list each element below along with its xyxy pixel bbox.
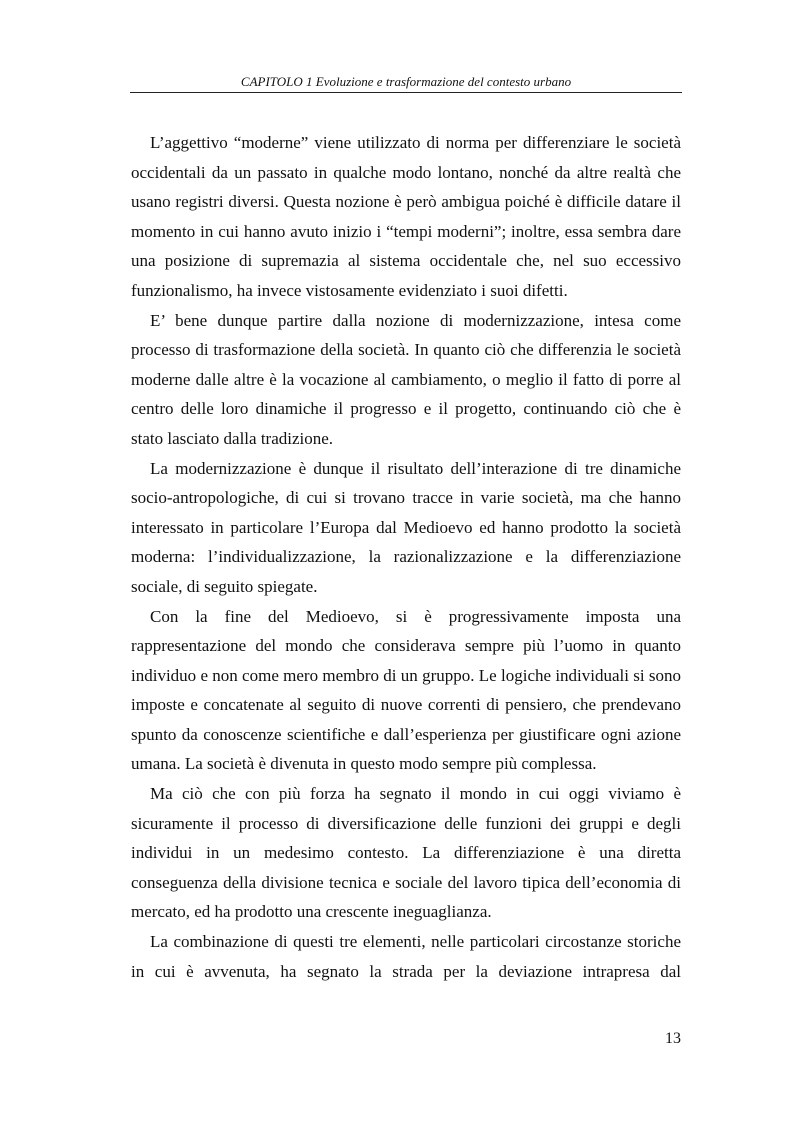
page-number: 13: [665, 1030, 681, 1047]
header-rule: [130, 92, 682, 93]
running-header: CAPITOLO 1 Evoluzione e trasformazione del contesto urbano: [240, 74, 572, 89]
paragraph: La modernizzazione è dunque il risultato dell’interazione di tre dinamiche socio-antropologiche, di cui si trovano tracce in varie società, ma che hanno interessato in particolare l’Europa dal Medioevo ed hanno prodotto la società moderna: l’individualizzazione, la razionalizzazione e la differenziazione sociale, di seguito spiegate.: [131, 458, 681, 596]
body-text: [131, 128, 681, 986]
paragraph: Ma ciò che con più forza ha segnato il mondo in cui oggi viviamo è sicuramente il processo di diversificazione delle funzioni dei gruppi e degli individui in un medesimo contesto. La differenziazione è una diretta conseguenza della divisione tecnica e sociale del lavoro tipica dell’economia di mercato, ed ha prodotto una crescente ineguaglianza.: [131, 784, 681, 922]
paragraph: E’ bene dunque partire dalla nozione di modernizzazione, intesa come processo di trasformazione della società. In quanto ciò che differenzia le società moderne dalle altre è la vocazione al cambiamento, o meglio il fatto di porre al centro delle loro dinamiche il progresso e il progetto, continuando ciò che è stato lasciato dalla tradizione.: [131, 310, 681, 448]
paragraph: Con la fine del Medioevo, si è progressivamente imposta una rappresentazione del mondo che considerava sempre più l’uomo in quanto individuo e non come mero membro di un gruppo. Le logiche individuali si sono imposte e concatenate al seguito di nuove correnti di pensiero, che prendevano spunto da conoscenze scientifiche e dall’esperienza per giustificare ogni azione umana. La società è divenuta in questo modo sempre più complessa.: [131, 606, 681, 774]
paragraph: L’aggettivo “moderne” viene utilizzato di norma per differenziare le società occidentali da un passato in qualche modo lontano, nonché da altre realtà che usano registri diversi. Questa nozione è però ambigua poiché è difficile datare il momento in cui hanno avuto inizio i “tempi moderni”; inoltre, essa sembra dare una posizione di supremazia al sistema occidentale che, nel suo eccessivo funzionalismo, ha invece vistosamente evidenziato i suoi difetti.: [131, 133, 681, 300]
paragraph: La combinazione di questi tre elementi, nelle particolari circostanze storiche in cui è avvenuta, ha segnato la strada per la deviazione intrapresa dal: [131, 932, 681, 981]
